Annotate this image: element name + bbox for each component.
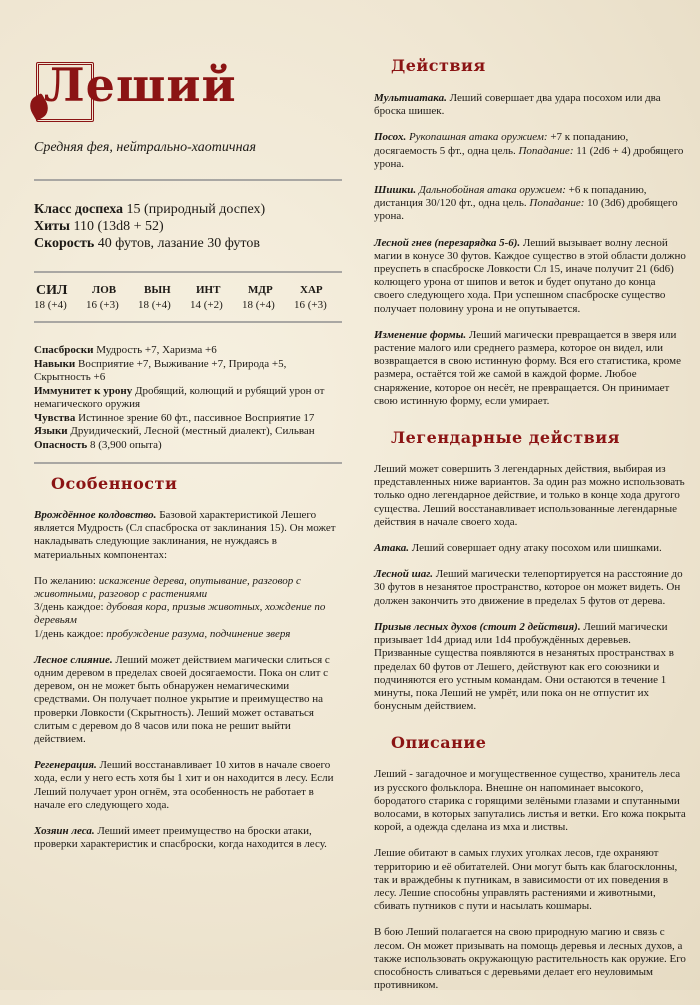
action-forest-wrath: Лесной гнев (перезарядка 5-6). Леший вызывает волну лесной магии в конусе 30 футов. Каждое существо в этой области должно преуспеть в спасброске Ловкости Сл 15, иначе получит 21 (6d6) колющего урона от шипов и веток и будет опутано до конца своего следующего хода. При успешном спасброске существо получает половину урона и не опутывается.: [374, 236, 686, 315]
title-block: [34, 56, 254, 122]
ability-dex: ЛОВ 16 (+3): [86, 284, 119, 311]
description-paragraph: Лешие обитают в самых глухих уголках лесов, где охраняют территорию и её обитателей. Они могут быть как благосклонны, так и враждебны к путникам, в зависимости от их поведения в лесу. Лешие способны управлять растениями и животными, сбивать путников с пути и насылать кошмары.: [374, 847, 678, 913]
trait-innate-spellcasting: Врождённое колдовство. Базовой характеристикой Лешего является Мудрость (Сл спасброска от заклинания 15). Он может накладывать следующие заклинания, не нуждаясь в материальных компонентах:: [34, 509, 336, 561]
description-paragraph: Леший - загадочное и могущественное существо, хранитель леса из русского фольклора. Внешне он напоминает высокого, бородатого старика с горящими зелёными глазами и спутанными волосами, в которых запутались листья и ветки. Его кожа покрыта корой, а одежда сделана из мха и листвы.: [374, 768, 686, 834]
right-column: [374, 56, 686, 1005]
action-change-shape: Изменение формы. Леший магически превращается в зверя или растение малого или среднего размера, которое он видел, или возвращается в свою истинную форму. Вся его статистика, кроме размера, остаётся той же самой в каждой форме. Любое снаряжение, которое он несёт, не превращается. Он принимает свою истинную форму, если умирает.: [374, 328, 681, 407]
divider: [34, 179, 342, 181]
traits-section: [34, 474, 344, 864]
ability-str: СИЛ 18 (+4): [34, 283, 68, 311]
action-staff: Посох. Рукопашная атака оружием: +7 к попаданию, досягаемость 5 фт., одна цель. Попадание: 11 (2d6 + 4) дробящего урона.: [374, 131, 684, 170]
armor-class: Класс доспеха 15 (природный доспех): [34, 202, 266, 217]
languages: Языки Друидический, Лесной (местный диалект), Сильван: [34, 425, 315, 437]
trait-forest-master: Хозяин леса. Леший имеет преимущество на броски атаки, проверки характеристик и спасброски, когда находится в лесу.: [34, 825, 327, 851]
description-heading: Описание: [391, 733, 487, 753]
creature-name: Леший: [44, 58, 237, 112]
ability-int: ИНТ 14 (+2): [190, 284, 223, 311]
ability-wis: МДР 18 (+4): [242, 284, 275, 311]
traits-heading: Особенности: [51, 474, 178, 493]
divider: [34, 321, 342, 323]
ability-scores: [34, 282, 344, 311]
spell-list: По желанию: искажение дерева, опутывание, разговор с животными, разговор с растениями 3/день каждое: дубовая кора, призыв животных, хождение по деревьям 1/день каждое: пробуждение разума, подчинение зверя: [34, 574, 326, 640]
skills: Навыки Восприятие +7, Выживание +7, Природа +5, Скрытность +6: [34, 357, 287, 383]
damage-immunities: Иммунитет к урону Дробящий, колющий и рубящий урон от немагического оружия: [34, 384, 325, 410]
ability-con: ВЫН 18 (+4): [138, 284, 171, 311]
action-cones: Шишки. Дальнобойная атака оружием: +6 к попаданию, дистанция 30/120 фт., одна цель. Попадание: 10 (3d6) дробящего урона.: [374, 184, 678, 223]
saving-throws: Спасброски Мудрость +7, Харизма +6: [34, 344, 217, 356]
action-multiattack: Мультиатака. Леший совершает два удара посохом или два броска шишек.: [374, 92, 661, 118]
divider: [34, 271, 342, 273]
description-paragraph: В бою Леший полагается на свою природную магию и связь с лесом. Он может призывать на помощь деревья и лесных духов, а также использовать окружающую растительность как оружие. Его способность сливаться с деревьями делает его неуловимым противником.: [374, 926, 686, 992]
properties: [34, 344, 344, 452]
core-stats: [34, 201, 265, 252]
senses: Чувства Истинное зрение 60 фт., пассивное Восприятие 17: [34, 411, 315, 424]
legendary-attack: Атака. Леший совершает одну атаку посохом или шишками.: [374, 542, 662, 555]
speed: Скорость 40 футов, лазание 30 футов: [34, 236, 260, 251]
legendary-summon-spirits: Призыв лесных духов (стоит 2 действия). Леший магически призывает 1d4 дриад или 1d4 пробуждённых деревьев. Призванные существа появляются в незанятых пространствах в пределах 60 футов от Лешего, действуют как его союзники и подчиняются его устным командам. Они остаются в течение 1 минуты, пока Леший не умрёт, или пока он не отпустит их бонусным действием.: [374, 620, 674, 713]
challenge: Опасность 8 (3,900 опыта): [34, 438, 162, 451]
actions-heading: Действия: [391, 56, 486, 75]
divider: [34, 462, 342, 464]
legendary-heading: Легендарные действия: [391, 428, 620, 448]
hit-points: Хиты 110 (13d8 + 52): [34, 219, 164, 234]
trait-tree-meld: Лесное слияние. Леший может действием магически слиться с одним деревом в пределах своей досягаемости. Пока он слит с деревом, он не может быть обнаружен немагическими средствами. Он получает полное укрытие и преимущество на проверки Ловкости (Скрытность). Леший может оставаться слитым с деревом до 8 часов или пока не решит выйти действием.: [34, 653, 330, 746]
legendary-forest-step: Лесной шаг. Леший магически телепортируется на расстояние до 30 футов в незанятое пространство, которое он может видеть. Он должен закончить это движение в пределах 5 футов от дерева.: [374, 568, 683, 607]
ability-cha: ХАР 16 (+3): [294, 284, 327, 311]
legendary-intro: Леший может совершить 3 легендарных действия, выбирая из представленных ниже вариантов. За один раз можно использовать только одно легендарное действие, и только в конце хода другого существа. Леший восстанавливает использованные легендарные действия в начале своего хода.: [374, 463, 685, 528]
trait-regeneration: Регенерация. Леший восстанавливает 10 хитов в начале своего хода, если у него есть хотя бы 1 хит и он находится в лесу. Если Леший получает урон огнём, эта особенность не работает в начале его следующего хода.: [34, 759, 334, 811]
creature-subtitle: Средняя фея, нейтрально-хаотичная: [34, 140, 257, 155]
